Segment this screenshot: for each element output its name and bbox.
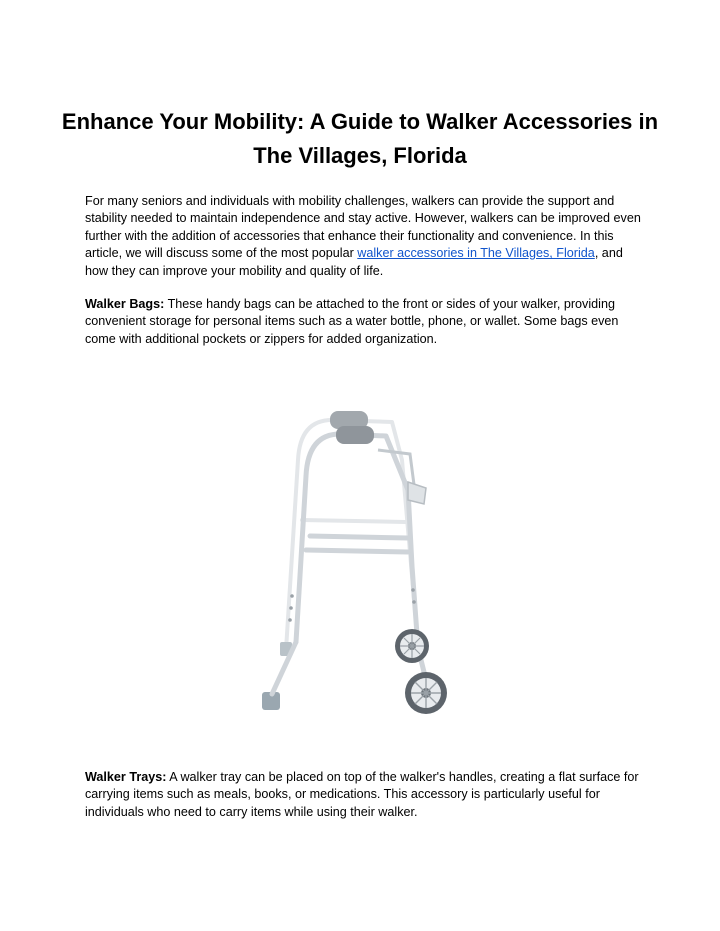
- intro-text-end: , and how they can improve your mobility and quality of life.: [85, 246, 623, 278]
- walker-trays-text: A walker tray can be placed on top of the walker's handles, creating a flat surface for carrying items such as meals, books, or medications. This accessory is particularly useful for individuals who need to carry items while using their walker.: [85, 770, 639, 819]
- walker-bags-paragraph: [85, 296, 645, 348]
- walker-image: [240, 400, 480, 720]
- walker-accessories-link[interactable]: walker accessories in The Villages, Florida: [357, 246, 595, 261]
- walker-trays-paragraph: [85, 769, 645, 821]
- walker-bags-heading: Walker Bags:: [85, 297, 165, 311]
- walker-wheel-rear: [395, 629, 429, 663]
- walker-bags-text: These handy bags can be attached to the front or sides of your walker, providing convenient storage for personal items such as a water bottle, phone, or wallet. Some bags even come with additional pockets or zippers for added organization.: [85, 297, 619, 346]
- intro-paragraph: [85, 193, 645, 280]
- walker-grip-front: [336, 426, 374, 444]
- document-title: Enhance Your Mobility: A Guide to Walker Accessories in The Villages, Florida: [61, 109, 659, 168]
- walker-leg-adjust-holes: [288, 588, 416, 622]
- walker-trays-heading: Walker Trays:: [85, 770, 167, 784]
- walker-side-lever: [408, 482, 426, 504]
- walker-wheel-front: [405, 672, 447, 714]
- intro-text-start: For many seniors and individuals with mobility challenges, walkers can provide the support and stability needed to maintain independence and stay active. However, walkers can be improved even further with the addition of accessories that enhance their functionality and convenience. In this article, we will discuss some of the most popular: [85, 194, 641, 261]
